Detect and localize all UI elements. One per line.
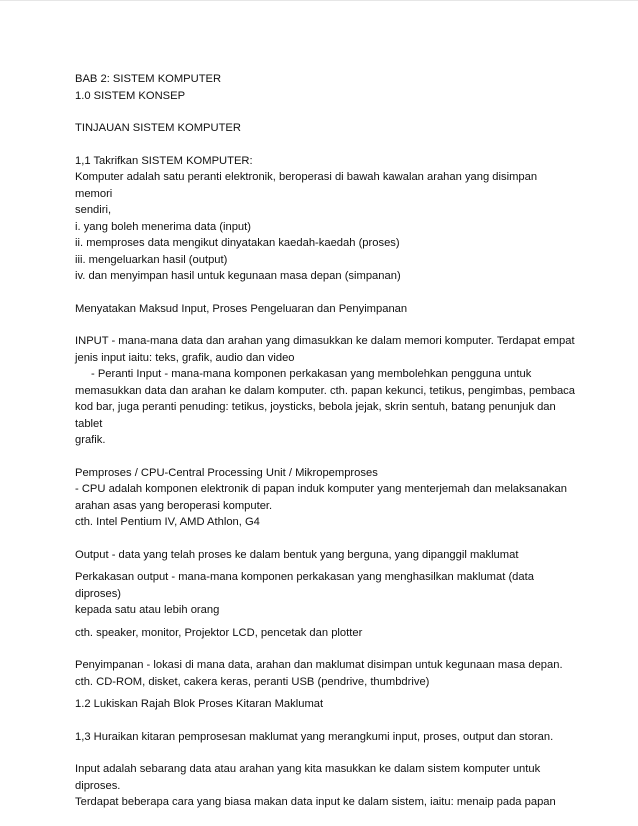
output-examples: cth. speaker, monitor, Projektor LCD, pencetak dan plotter — [75, 626, 363, 639]
block-diagram-heading: 1.2 Lukiskan Rajah Blok Proses Kitaran Maklumat — [75, 698, 324, 710]
section-title: 1.0 SISTEM KONSEP — [75, 89, 186, 102]
output-device-paragraph: Perkakasan output - mana-mana komponen perkakasan yang menghasilkan maklumat (data diproses) — [75, 571, 534, 600]
definition-item: iii. mengeluarkan hasil (output) — [75, 253, 228, 266]
storage-paragraph: Penyimpanan - lokasi di mana data, arahan dan maklumat disimpan untuk kegunaan masa depan. — [75, 659, 563, 671]
closing-paragraph: Input adalah sebarang data atau arahan yang kita masukkan ke dalam sistem komputer untuk diproses. — [75, 763, 541, 792]
closing-paragraph: Terdapat beberapa cara yang biasa makan data input ke dalam sistem, iaitu: menaip pada papan — [75, 796, 556, 808]
definition-item: i. yang boleh menerima data (input) — [75, 220, 251, 233]
output-device-paragraph: kepada satu atau lebih orang — [75, 604, 220, 616]
overview-heading: TINJAUAN SISTEM KOMPUTER — [75, 122, 241, 134]
input-device-paragraph: memasukkan data dan arahan ke dalam komputer. cth. papan kekunci, tetikus, pengimbas, pembaca — [75, 384, 576, 397]
process-paragraph: arahan asas yang beroperasi komputer. — [75, 499, 273, 512]
process-paragraph: cth. Intel Pentium IV, AMD Athlon, G4 — [75, 516, 260, 528]
input-paragraph: jenis input iaitu: teks, grafik, audio dan video — [75, 351, 295, 364]
definition-heading: 1,1 Takrifkan SISTEM KOMPUTER: — [75, 154, 253, 167]
input-device-paragraph: kod bar, juga peranti penuding: tetikus, joysticks, bebola jejak, skrin sentuh, batang penunjuk dan tablet — [75, 401, 556, 430]
storage-paragraph: cth. CD-ROM, disket, cakera keras, peranti USB (pendrive, thumbdrive) — [75, 675, 430, 688]
definition-text: Komputer adalah satu peranti elektronik, beroperasi di bawah kawalan arahan yang disimpan memori — [75, 171, 538, 200]
document-body — [75, 71, 575, 811]
cycle-heading: 1,3 Huraikan kitaran pemprosesan maklumat yang merangkumi input, proses, output dan storan. — [75, 730, 554, 743]
process-paragraph: - CPU adalah komponen elektronik di papan induk komputer yang menterjemah dan melaksanakan — [75, 483, 567, 495]
definition-item: ii. memproses data mengikut dinyatakan kaedah-kaedah (proses) — [75, 237, 400, 249]
input-device-paragraph: grafik. — [75, 434, 106, 446]
definition-text: sendiri, — [75, 204, 112, 216]
input-paragraph: INPUT - mana-mana data dan arahan yang dimasukkan ke dalam memori komputer. Terdapat empat — [75, 335, 575, 347]
input-device-paragraph: - Peranti Input - mana-mana komponen perkakasan yang membolehkan pengguna untuk — [91, 368, 532, 380]
definition-item: iv. dan menyimpan hasil untuk kegunaan masa depan (simpanan) — [75, 270, 401, 282]
chapter-title: BAB 2: SISTEM KOMPUTER — [75, 73, 222, 85]
output-paragraph: Output - data yang telah proses ke dalam bentuk yang berguna, yang dipanggil maklumat — [75, 548, 519, 561]
process-paragraph: Pemproses / CPU-Central Processing Unit / Mikropemproses — [75, 466, 378, 479]
purpose-heading: Menyatakan Maksud Input, Proses Pengeluaran dan Penyimpanan — [75, 302, 408, 315]
